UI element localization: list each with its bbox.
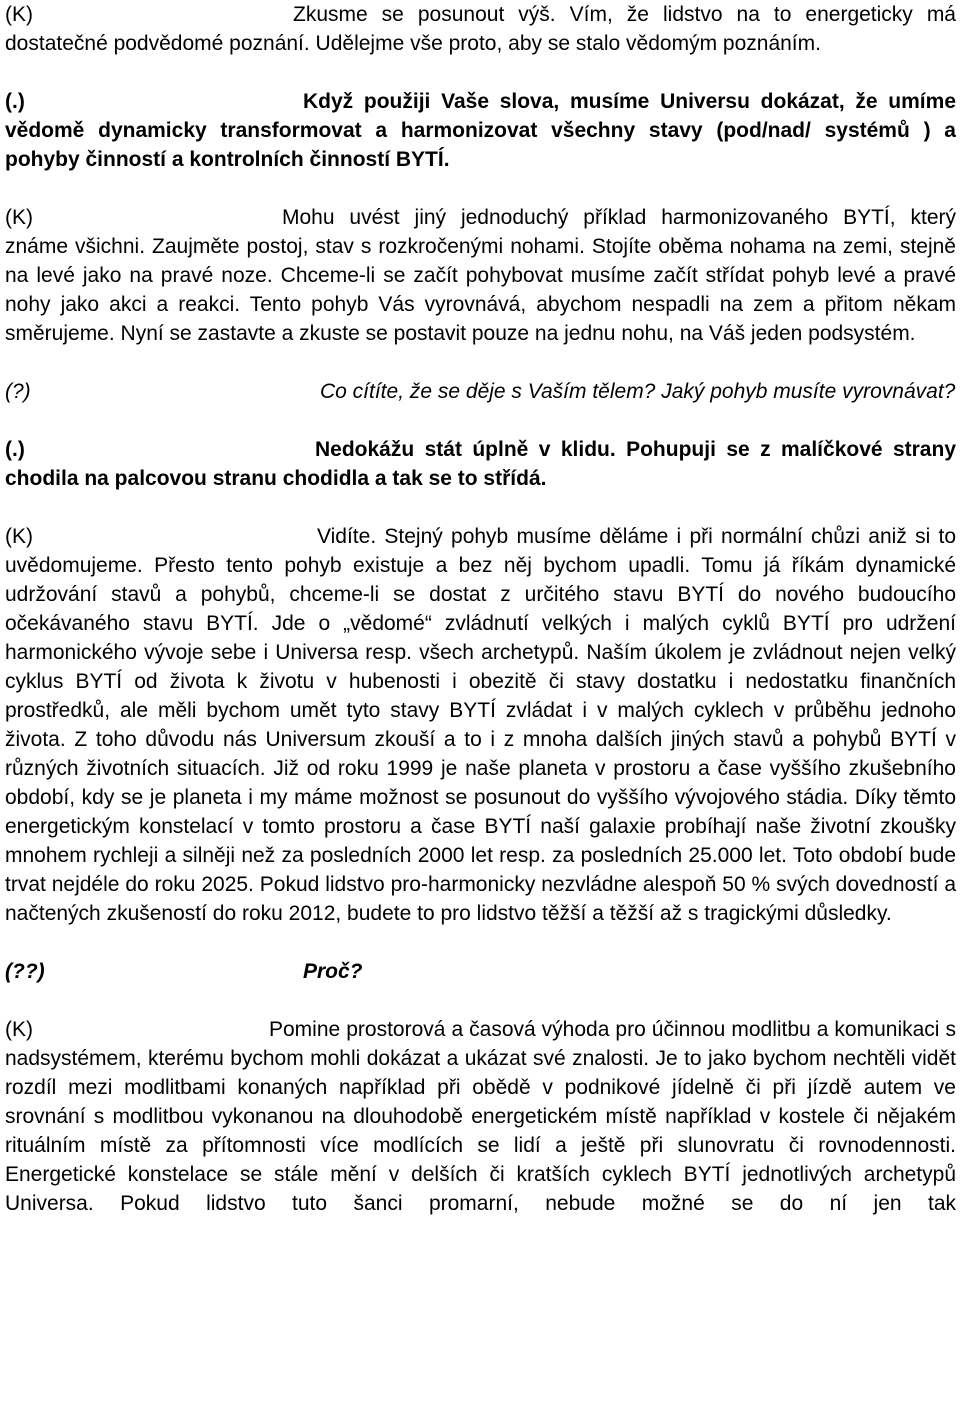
paragraph-text: Když použiji Vaše slova, musíme Universu dokázat, že umíme vědomě dynamicky transformovat a harmonizovat všechny stavy (pod/nad/ systémů ) a pohyby činností a kontrolních činností BYTÍ. [5,90,956,171]
speaker-tag: (K) [5,1018,33,1041]
paragraph-4 [5,377,956,406]
paragraph-2 [5,87,956,174]
paragraph-3 [5,203,956,348]
speaker-tag: (K) [5,525,33,548]
paragraph-text: Nedokážu stát úplně v klidu. Pohupuji se z malíčkové strany chodila na palcovou stranu chodidla a tak se to střídá. [5,438,956,490]
speaker-tag: (.) [5,90,25,113]
paragraph-text: Pomine prostorová a časová výhoda pro účinnou modlitbu a komunikaci s nadsystémem, kterému bychom mohli dokázat a ukázat své znalosti. Je to jako bychom nechtěli vidět rozdíl mezi modlitbami konaných například při obědě v podnikové jídelně či při jízdě autem ve srovnání s modlitbou vykonanou na dlouhodobě energetickém místě například v kostele či nějakém rituálním místě za přítomnosti více modlících se lidí a ještě při slunovratu či rovnodennosti. Energetické konstelace se stále mění v delších či kratších cyklech BYTÍ jednotlivých archetypů Universa. Pokud lidstvo tuto šanci promarní, nebude možné se do ní jen tak [5,1018,956,1215]
paragraph-text: Proč? [303,960,363,983]
speaker-tag: (?) [5,380,31,403]
paragraph-text: Mohu uvést jiný jednoduchý příklad harmonizovaného BYTÍ, který známe všichni. Zaujměte postoj, stav s rozkročenými nohami. Stojíte oběma nohama na zemi, stejně na levé jako na pravé noze. Chceme-li se začít pohybovat musíme začít střídat pohyb levé a pravé nohy jako akci a reakci. Tento pohyb Vás vyrovnává, abychom nespadli na zem a přitom někam směrujeme. Nyní se zastavte a zkuste se postavit pouze na jednu nohu, na Váš jeden podsystém. [5,206,956,345]
paragraph-text: Vidíte. Stejný pohyb musíme děláme i při normální chůzi aniž si to uvědomujeme. Přesto tento pohyb existuje a bez něj bychom upadli. Tomu já říkám dynamické udržování stavů a pohybů, chceme-li se dostat z určitého stavu BYTÍ do nového budoucího očekávaného stavu BYTÍ. Jde o „vědomé“ zvládnutí velkých i malých cyklů BYTÍ pro udržení harmonického vývoje sebe i Universa resp. všech archetypů. Naším úkolem je zvládnout nejen velký cyklus BYTÍ od života k životu v hubenosti i obezitě či stavy dostatku i nedostatku finančních prostředků, ale měli bychom umět tyto stavy BYTÍ zvládat i v malých cyklech v průběhu jednoho života. Z toho důvodu nás Universum zkouší a to i z mnoha dalších jiných stavů a pohybů BYTÍ v různých životních situacích. Již od roku 1999 je naše planeta v prostoru a čase vyššího zkušebního období, kdy se je planeta i my máme možnost se posunout do vyššího vývojového stádia. Díky těmto energetickým konstelací v tomto prostoru a čase BYTÍ naší galaxie probíhají naše životní zkoušky mnohem rychleji a silněji než za posledních 2000 let resp. za posledních 25.000 let. Toto období bude trvat nejdéle do roku 2025. Pokud lidstvo pro-harmonicky nezvládne alespoň 50 % svých dovedností a načtených zkušeností do roku 2012, budete to pro lidstvo těžší a těžší až s tragickými důsledky. [5,525,956,925]
document-page [5,0,956,1218]
speaker-tag: (.) [5,438,25,461]
paragraph-8 [5,1015,956,1218]
speaker-tag: (??) [5,960,45,983]
paragraph-text: Co cítíte, že se děje s Vaším tělem? Jaký pohyb musíte vyrovnávat? [320,380,956,403]
paragraph-6 [5,522,956,928]
paragraph-1 [5,0,956,58]
paragraph-5 [5,435,956,493]
speaker-tag: (K) [5,206,33,229]
paragraph-7 [5,957,956,986]
paragraph-text: Zkusme se posunout výš. Vím, že lidstvo na to energeticky má dostatečné podvědomé poznání. Udělejme vše proto, aby se stalo vědomým poznáním. [5,3,956,55]
speaker-tag: (K) [5,3,33,26]
